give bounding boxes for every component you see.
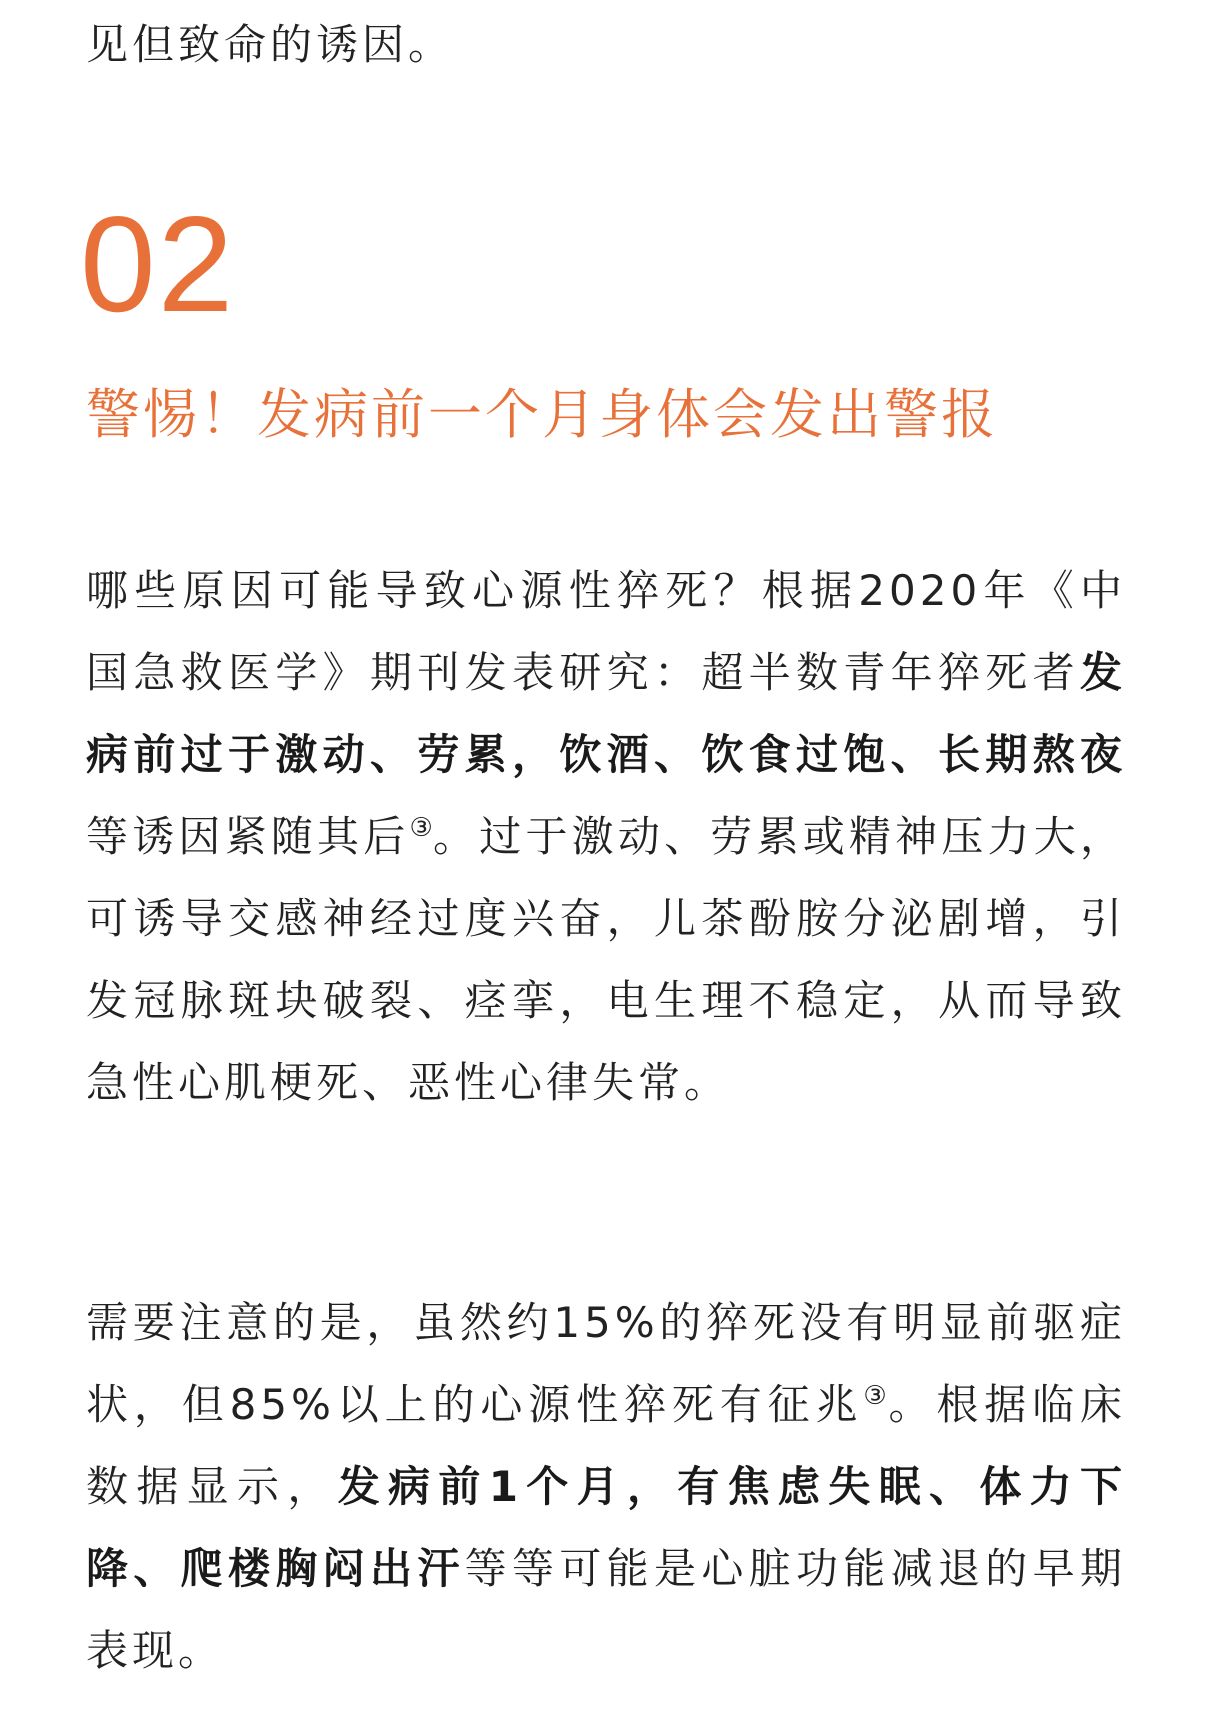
section-title: 警惕！发病前一个月身体会发出警报	[86, 383, 998, 446]
reference-marker: ③	[863, 1381, 889, 1411]
reference-marker: ③	[409, 813, 434, 843]
paragraph-warning-bold-symptoms: 发病前1个月，有焦虑失眠、体力下降、爬楼胸闷出汗	[86, 1462, 1126, 1593]
paragraph-causes-text-3: 。过于激动、劳累或精神压力大，可诱导交感神经过度兴奋，儿茶酚胺分泌剧增，引发冠脉斑块破裂、痉挛，电生理不稳定，从而导致急性心肌梗死、恶性心律失常。	[86, 812, 1126, 1107]
intro-tail-text: 见但致命的诱因。	[86, 20, 455, 69]
paragraph-warning-text-2: 。根据临床数据显示，	[86, 1380, 1126, 1511]
section-number: 02	[80, 188, 236, 340]
paragraph-warning-text-3: 等等可能是心脏功能减退的早期表现。	[86, 1544, 1126, 1675]
paragraph-causes	[86, 550, 1126, 1124]
paragraph-warning-signs	[86, 1282, 1126, 1692]
paragraph-warning-text-1: 需要注意的是，虽然约15%的猝死没有明显前驱症状，但85%以上的心源性猝死有征兆	[86, 1298, 1126, 1429]
paragraph-causes-text-2: 等诱因紧随其后	[86, 812, 410, 861]
paragraph-causes-text-1: 哪些原因可能导致心源性猝死？根据2020年《中国急救医学》期刊发表研究：超半数青年猝死者	[86, 566, 1126, 697]
paragraph-causes-bold-triggers: 发病前过于激动、劳累，饮酒、饮食过饱、长期熬夜	[86, 648, 1126, 779]
